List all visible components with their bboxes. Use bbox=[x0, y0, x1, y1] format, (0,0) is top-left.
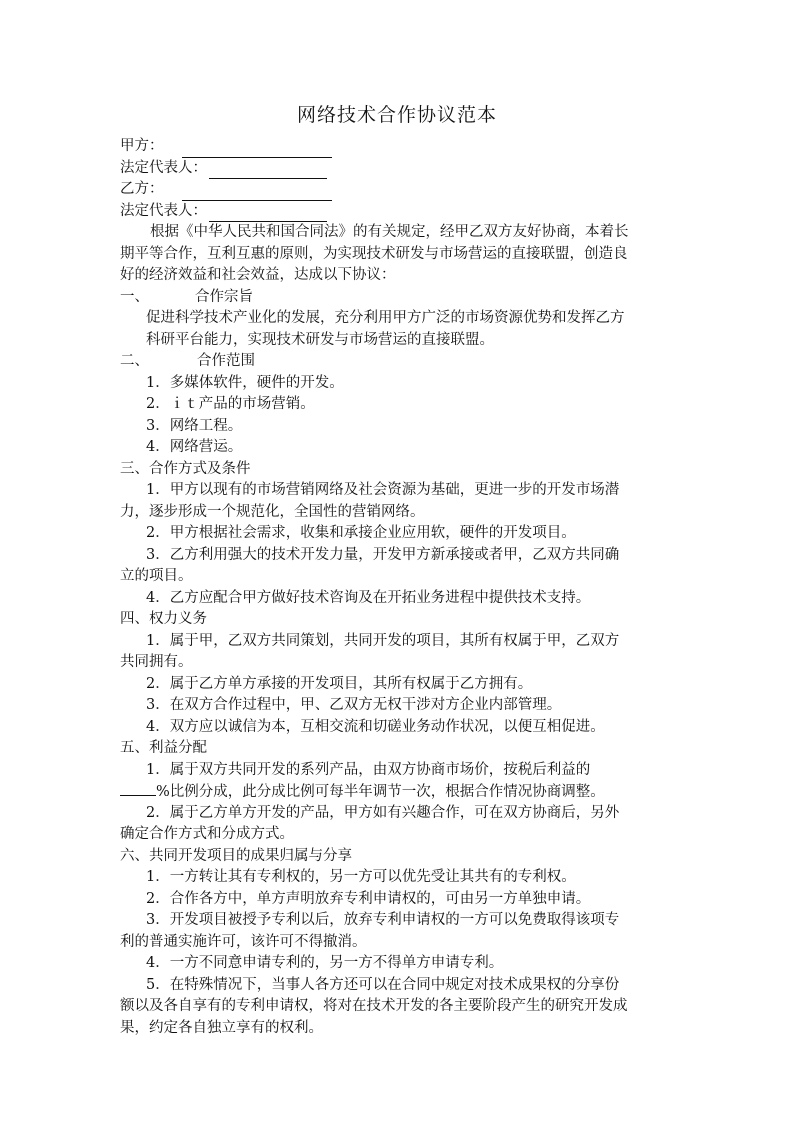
section-4-item-1-cont: 共同拥有。 bbox=[120, 654, 193, 670]
rep-a-field bbox=[120, 158, 680, 180]
party-b-label: 乙方： bbox=[120, 181, 164, 197]
document-title: 网络技术合作协议范本 bbox=[296, 104, 497, 126]
section-1-heading bbox=[120, 287, 680, 309]
section-3-item-3-cont: 立的项目。 bbox=[120, 568, 193, 584]
section-3-item-1-cont: 力，逐步形成一个规范化，全国性的营销网络。 bbox=[120, 503, 425, 520]
section-2-heading bbox=[120, 351, 680, 373]
section-5-heading: 五、利益分配 bbox=[120, 740, 207, 756]
section-6-item-5-cont: 额以及各自享有的专利申请权，将对在技术开发的各主要阶段产生的研究开发成 bbox=[120, 998, 628, 1014]
section-6-item-4: 4．一方不同意申请专利的，另一方不得单方申请专利。 bbox=[146, 955, 504, 971]
rep-b-label: 法定代表人： bbox=[120, 202, 207, 219]
section-2-item: 2．ｉｔ产品的市场营销。 bbox=[146, 396, 315, 412]
section-1-title: 合作宗旨 bbox=[195, 288, 253, 305]
section-6-item-2: 2．合作各方中，单方声明放弃专利申请权的，可由另一方单独申请。 bbox=[146, 890, 591, 907]
party-a-label: 甲方： bbox=[120, 138, 164, 154]
section-5-item-2: 2．属于乙方单方开发的产品，甲方如有兴趣合作，可在双方协商后，另外 bbox=[146, 804, 620, 821]
party-a-field bbox=[120, 136, 680, 158]
section-3-item-1: 1．甲方以现有的市场营销网络及社会资源为基础，更进一步的开发市场潜 bbox=[146, 482, 620, 498]
section-6-item-5: 5．在特殊情况下，当事人各方还可以在合同中规定对技术成果权的分享份 bbox=[146, 976, 620, 993]
section-2-item: 3．网络工程。 bbox=[146, 417, 243, 434]
section-5-ratio-text: %比例分成，此分成比例可每半年调节一次，根据合作情况协商调整。 bbox=[156, 784, 605, 800]
section-4-item-2: 2．属于乙方单方承接的开发项目，其所有权属于乙方拥有。 bbox=[146, 675, 533, 692]
rep-a-blank[interactable] bbox=[209, 162, 327, 179]
section-5-item-1: 1．属于双方共同开发的系列产品，由双方协商市场价，按税后利益的 bbox=[146, 761, 591, 778]
section-5-item-2-cont: 确定合作方式和分成方式。 bbox=[120, 826, 294, 842]
section-2-item: 4．网络营运。 bbox=[146, 439, 243, 455]
section-6-item-3-cont: 利的普通实施许可，该许可不得撤消。 bbox=[120, 933, 367, 950]
section-6-item-5-cont: 果，约定各自独立享有的权利。 bbox=[120, 1019, 323, 1036]
section-3-item-3: 3．乙方利用强大的技术开发力量，开发甲方新承接或者甲，乙双方共同确 bbox=[146, 546, 620, 563]
section-4-heading: 四、权力义务 bbox=[120, 611, 207, 627]
rep-a-label: 法定代表人： bbox=[120, 159, 207, 176]
ratio-blank[interactable] bbox=[120, 781, 156, 796]
section-2-number: 二、 bbox=[120, 353, 149, 369]
section-1-number: 一、 bbox=[120, 288, 149, 305]
section-1-line: 科研平台能力，实现技术研发与市场营运的直接联盟。 bbox=[146, 331, 494, 348]
section-2-title: 合作范围 bbox=[197, 353, 255, 369]
section-6-item-1: 1．一方转让其有专利权的，另一方可以优先受让其共有的专利权。 bbox=[146, 869, 576, 885]
section-6-item-3: 3．开发项目被授予专利以后，放弃专利申请权的一方可以免费取得该项专 bbox=[146, 912, 620, 928]
intro-line: 好的经济效益和社会效益，达成以下协议： bbox=[120, 267, 396, 283]
section-4-item-4: 4．双方应以诚信为本，互相交流和切磋业务动作状况，以便互相促进。 bbox=[146, 718, 605, 735]
document-body bbox=[120, 136, 680, 1039]
section-3-heading: 三、合作方式及条件 bbox=[120, 460, 251, 477]
rep-b-blank[interactable] bbox=[209, 205, 327, 222]
section-3-item-4: 4．乙方应配合甲方做好技术咨询及在开拓业务进程中提供技术支持。 bbox=[146, 589, 591, 606]
section-6-heading: 六、共同开发项目的成果归属与分享 bbox=[120, 847, 352, 864]
intro-line: 根据《中华人民共和国合同法》的有关规定，经甲乙双方友好协商，本着长 bbox=[150, 224, 629, 240]
section-1-line: 促进科学技术产业化的发展，充分利用甲方广泛的市场资源优势和发挥乙方 bbox=[146, 310, 625, 326]
party-b-blank[interactable] bbox=[182, 184, 332, 201]
party-b-field bbox=[120, 179, 680, 201]
section-4-item-1: 1．属于甲，乙双方共同策划，共同开发的项目，其所有权属于甲，乙双方 bbox=[146, 632, 620, 649]
section-5-item-1-cont bbox=[120, 781, 680, 803]
section-3-item-2: 2．甲方根据社会需求，收集和承接企业应用软，硬件的开发项目。 bbox=[146, 525, 576, 541]
rep-b-field bbox=[120, 201, 680, 223]
party-a-blank[interactable] bbox=[182, 141, 332, 158]
intro-line: 期平等合作，互利互惠的原则，为实现技术研发与市场营运的直接联盟，创造良 bbox=[120, 245, 628, 262]
section-2-item: 1．多媒体软件，硬件的开发。 bbox=[146, 374, 344, 391]
section-4-item-3: 3．在双方合作过程中，甲、乙双方无权干涉对方企业内部管理。 bbox=[146, 697, 562, 713]
